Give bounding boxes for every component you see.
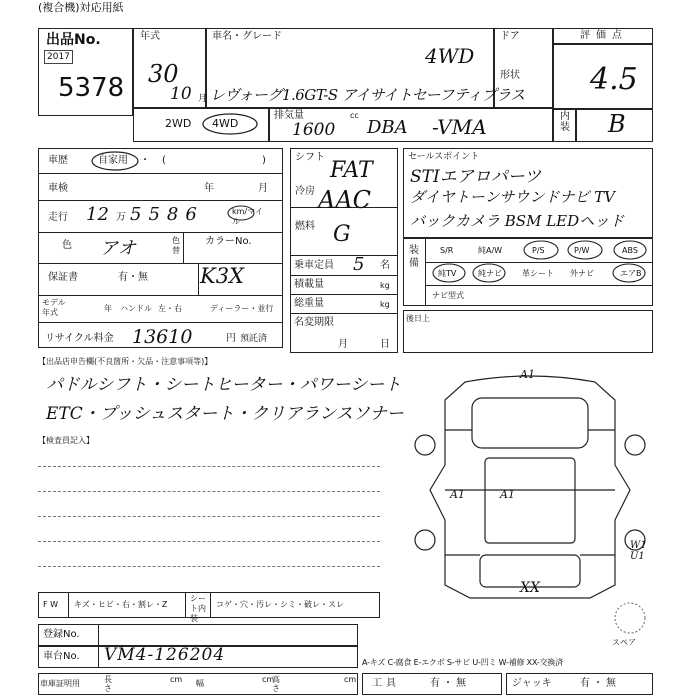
car-name: レヴォーグ1.6GT-S アイサイトセーフティプラス [210, 86, 525, 104]
color-value: アオ [100, 238, 136, 259]
chassis-label: 車台No. [43, 651, 80, 662]
cert-width: 幅 [196, 679, 204, 688]
post-install-box [403, 310, 653, 353]
displacement-value: 1600 [292, 120, 336, 140]
equip-navi: 純ナビ [478, 269, 502, 278]
drive-note: 4WD [425, 44, 475, 68]
mileage-label: 走行 [48, 212, 68, 223]
cert-height: 高さ [272, 675, 280, 693]
score-value: 4.5 [590, 62, 638, 97]
chassis-value: VM4-126204 [104, 645, 226, 665]
namechange-month: 月 [338, 339, 348, 350]
lot-year: 2017 [44, 50, 73, 64]
mileage-unit: km/マイル [232, 207, 263, 226]
history-paren-close: ) [262, 155, 266, 166]
mileage-rest-value: 5586 [130, 204, 204, 225]
registration-box [38, 624, 358, 646]
drive-circle-icon [200, 112, 260, 136]
displacement-label: 排気量 [274, 110, 304, 121]
year-label: 年式 [140, 31, 160, 42]
tool-label: 工具 [372, 678, 400, 689]
equipment-circles-icon [425, 238, 653, 286]
history-label: 車歴 [48, 155, 68, 166]
equip-tv: 純TV [438, 269, 457, 278]
declaration-line-1: パドルシフト・シートヒーター・パワーシート [46, 375, 402, 395]
color-code-label: カラーNo. [205, 236, 252, 247]
fuel-label: 燃料 [295, 221, 315, 232]
equip-aw: 純A/W [478, 246, 503, 255]
month-unit: 月 [198, 94, 208, 104]
declaration-line-2: ETC・プッシュスタート・クリアランスソナー [46, 404, 404, 424]
lot-number: 5378 [58, 73, 125, 103]
lot-label: 出品No. [46, 32, 101, 48]
modelyear-year: 年 [104, 304, 112, 313]
drive-2wd: 2WD [165, 117, 192, 130]
diagram-mark-rear: XX [520, 580, 540, 596]
color-code-value: K3X [200, 264, 244, 288]
sales-line-1: STIエアロパーツ [410, 167, 542, 187]
diagram-mark-front: A1 [520, 368, 535, 381]
drive-box [133, 108, 553, 142]
damage-legend: A-キズ C-腐食 E-エクボ S-サビ U-凹ミ W-補修 XX-交換済 [362, 658, 563, 667]
mileage-man-value: 12 [86, 204, 109, 225]
equip-pw: P/W [574, 246, 590, 255]
shift-value: FAT [330, 158, 373, 183]
color-label: 色 [62, 240, 72, 251]
cert-length: 長さ [104, 675, 112, 693]
navi-type-label: ナビ型式 [432, 291, 464, 300]
jack-label: ジャッキ [512, 678, 552, 689]
tool-options: 有・無 [430, 678, 469, 689]
history-paren-open: ( [162, 155, 166, 166]
cert-cm-2: cm [262, 675, 275, 684]
seat-defects: コゲ・穴・汚レ・シミ・破レ・スレ [216, 600, 344, 609]
inspection-label: 車検 [48, 183, 68, 194]
warranty-label: 保証書 [48, 272, 78, 283]
post-install-label: 後日上 [406, 314, 430, 323]
equipment-label: 装備 [409, 245, 419, 269]
history-own: 自家用 [98, 155, 128, 166]
door-label: ドア [500, 31, 520, 42]
capacity-value: 5 [353, 254, 365, 275]
equip-extnavi: 外ナビ [570, 269, 594, 278]
fw-defects: キズ・ヒビ・右・割レ・Z [74, 600, 168, 609]
declaration-label: 【出品店申告欄(不良箇所・欠品・注意事項等)】 [38, 357, 213, 366]
gross-unit: kg [380, 300, 390, 309]
score-label: 評価点 [580, 30, 628, 41]
namechange-day: 日 [380, 339, 390, 350]
seat-label: シート内装 [190, 594, 206, 623]
interior-label: 内装 [560, 111, 570, 133]
equip-sr: S/R [440, 246, 454, 255]
load-label: 積載量 [294, 279, 324, 290]
handle-lr: 左・右 [158, 304, 182, 313]
recycle-unit: 円 [226, 333, 236, 344]
name-label: 車名・グレード [212, 31, 282, 42]
gross-label: 総重量 [294, 298, 324, 309]
mileage-man-unit: 万 [116, 212, 126, 223]
diagram-mark-center: A1 [500, 488, 515, 501]
sales-label: セールスポイント [408, 152, 480, 162]
ac-value: AAC [318, 186, 372, 214]
form-header: (複合機)対応用紙 [38, 1, 124, 14]
cert-cm-3: cm [344, 675, 357, 684]
history-dot: ・ [140, 155, 150, 166]
recycle-value: 13610 [132, 326, 193, 348]
jack-options: 有・無 [580, 678, 619, 689]
load-unit: kg [380, 281, 390, 290]
spare-tire-icon [612, 600, 648, 636]
cert-cm-1: cm [170, 675, 183, 684]
diagram-side-note: W1 U1 [630, 540, 647, 562]
cc-label: cc [350, 111, 359, 120]
car-diagram [400, 370, 660, 610]
info-box [38, 148, 283, 348]
capacity-label: 乗車定員 [294, 260, 334, 271]
ac-label: 冷房 [295, 186, 315, 197]
sales-line-3: バックカメラ BSM LEDヘッド [410, 212, 625, 230]
fw-label: F W [43, 600, 59, 609]
prefix-value: DBA [367, 117, 408, 138]
modelyear-label: モデル年式 [42, 298, 66, 317]
interior-value: B [608, 110, 626, 138]
inspector-label: 【検査員記入】 [38, 436, 94, 445]
registration-label: 登録No. [43, 629, 80, 640]
drive-4wd: 4WD [212, 117, 239, 130]
equip-leather: 革シート [522, 269, 554, 278]
warranty-options: 有・無 [118, 272, 148, 283]
model-code: -VMA [432, 115, 487, 139]
color-change-label: 色替 [172, 236, 180, 255]
dealer-label: ディーラー・並行 [210, 304, 274, 313]
year-value: 30 [148, 60, 179, 88]
history-circle-icon [90, 150, 140, 172]
capacity-unit: 名 [380, 260, 390, 271]
equip-abs: ABS [622, 246, 638, 255]
equip-ps: P/S [532, 246, 545, 255]
shift-label: シフト [295, 152, 325, 163]
inspection-month: 月 [258, 183, 268, 194]
equip-airbag: エアB [620, 269, 642, 278]
spare-label: スペア [612, 638, 636, 647]
sales-line-2: ダイヤトーンサウンドナビ TV [410, 188, 616, 206]
inspection-year: 年 [204, 183, 214, 194]
km-circle-icon [226, 204, 256, 222]
namechange-label: 名変期限 [294, 317, 334, 328]
diagram-mark-left: A1 [450, 488, 465, 501]
recycle-note: 預託済 [240, 334, 268, 344]
handle-label: ハンドル [120, 304, 152, 313]
fuel-value: G [333, 222, 351, 247]
month-value: 10 [170, 84, 192, 104]
cert-label: 車庫証明用 [40, 679, 80, 688]
recycle-label: リサイクル料金 [45, 333, 114, 344]
shape-label: 形状 [500, 70, 520, 81]
